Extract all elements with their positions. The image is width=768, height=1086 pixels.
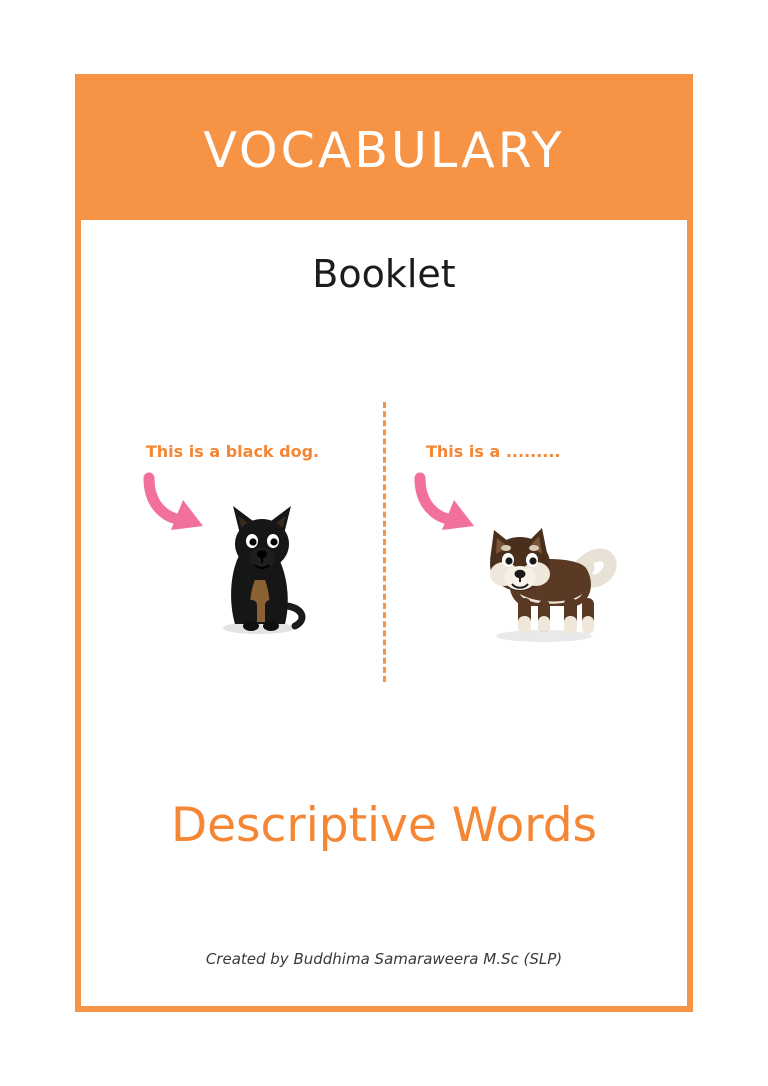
- right-caption: This is a .........: [426, 442, 561, 461]
- left-artwork: [81, 470, 384, 670]
- header-band: [81, 80, 687, 220]
- page-subtitle: Booklet: [312, 252, 456, 296]
- comparison-section: [81, 390, 687, 690]
- right-artwork: [384, 470, 687, 670]
- page-title: VOCABULARY: [203, 121, 565, 179]
- left-caption: This is a black dog.: [145, 442, 320, 461]
- brown-shiba-inu-dog-image: [464, 506, 624, 651]
- booklet-cover-page: [75, 74, 693, 1012]
- black-chihuahua-dog-image: [199, 488, 319, 643]
- booklet-topic-title: Descriptive Words: [170, 798, 598, 853]
- author-credit: Created by Buddhima Samaraweera M.Sc (SLP): [205, 950, 563, 968]
- comparison-panel-right: [384, 390, 687, 690]
- comparison-panel-left: [81, 390, 384, 690]
